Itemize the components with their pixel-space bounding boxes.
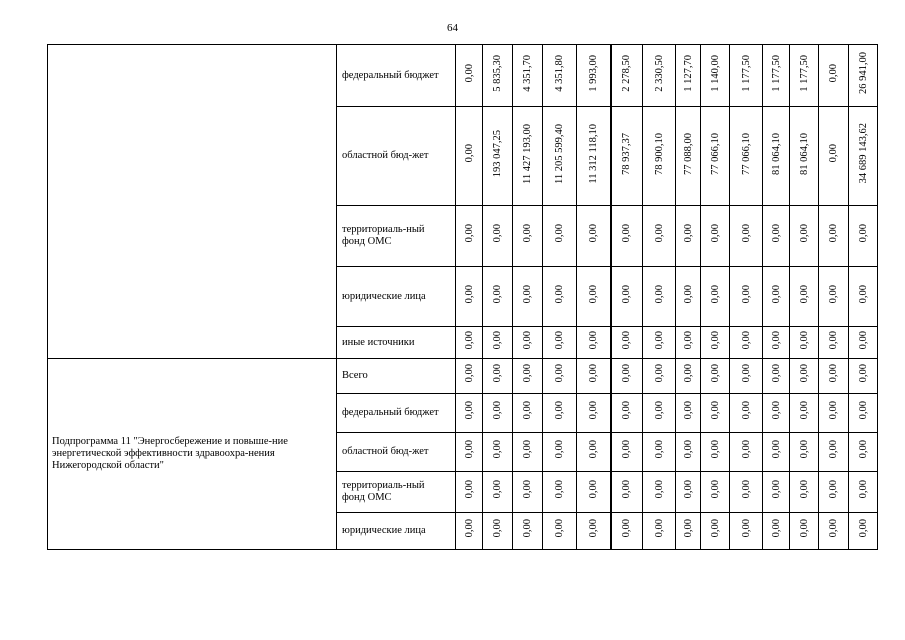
value-text: 0,00: [709, 364, 721, 383]
value-text: 0,00: [587, 440, 599, 459]
value-cell: [790, 394, 819, 433]
value-cell: [849, 433, 878, 472]
value-text: 0,00: [653, 480, 665, 499]
value-text: 0,00: [740, 284, 752, 304]
value-text: 0,00: [682, 519, 694, 538]
value-cell: [849, 107, 878, 206]
value-cell: [611, 394, 643, 433]
value-text: 0,00: [621, 440, 633, 459]
value-text: 1 140,00: [709, 54, 721, 92]
value-cell: [763, 327, 790, 359]
value-text: 0,00: [828, 330, 839, 350]
value-cell: [819, 359, 849, 394]
funding-source: юридические лица: [337, 267, 456, 327]
value-cell: [543, 472, 577, 513]
value-text: 11 205 599,40: [554, 123, 565, 184]
value-text: 0,00: [682, 364, 694, 383]
value-text: 0,00: [554, 401, 565, 420]
value-cell: [456, 267, 483, 327]
value-cell: [730, 45, 763, 107]
value-text: 0,00: [492, 519, 503, 538]
value-cell: [730, 206, 763, 267]
funding-source: областной бюд-жет: [337, 433, 456, 472]
value-text: 0,00: [621, 284, 633, 304]
value-cell: [577, 472, 611, 513]
value-cell: [456, 472, 483, 513]
funding-source: Всего: [337, 359, 456, 394]
value-text: 0,00: [522, 440, 533, 459]
value-cell: [819, 472, 849, 513]
funding-source: федеральный бюджет: [337, 394, 456, 433]
value-text: 0,00: [621, 480, 633, 499]
value-text: 0,00: [682, 440, 694, 459]
value-text: 0,00: [463, 63, 475, 83]
value-text: 0,00: [857, 480, 869, 499]
value-cell: [513, 45, 543, 107]
value-text: 0,00: [709, 284, 721, 304]
value-cell: [730, 394, 763, 433]
value-cell: [819, 206, 849, 267]
value-cell: [819, 394, 849, 433]
value-text: 1 177,50: [798, 54, 810, 92]
value-cell: [543, 513, 577, 550]
value-text: 0,00: [798, 440, 810, 459]
value-cell: [849, 45, 878, 107]
value-cell: [643, 45, 676, 107]
value-text: 0,00: [828, 224, 839, 243]
value-text: 0,00: [653, 330, 665, 350]
value-cell: [849, 394, 878, 433]
value-cell: [790, 327, 819, 359]
value-cell: [790, 472, 819, 513]
value-text: 78 937,37: [621, 132, 633, 175]
value-cell: [643, 107, 676, 206]
value-text: 0,00: [463, 480, 475, 499]
funding-source: областной бюд-жет: [337, 107, 456, 206]
table-row: [48, 359, 878, 394]
value-cell: [456, 513, 483, 550]
value-cell: [513, 394, 543, 433]
value-cell: [611, 472, 643, 513]
value-cell: [849, 206, 878, 267]
value-cell: [849, 359, 878, 394]
funding-source: территориаль-ный фонд ОМС: [337, 472, 456, 513]
value-text: 0,00: [770, 401, 782, 420]
value-cell: [513, 267, 543, 327]
value-text: 0,00: [621, 224, 633, 243]
value-cell: [676, 359, 701, 394]
value-cell: [701, 359, 730, 394]
value-text: 0,00: [554, 480, 565, 499]
value-text: 4 351,70: [522, 54, 533, 92]
funding-source: федеральный бюджет: [337, 45, 456, 107]
value-cell: [577, 267, 611, 327]
value-cell: [730, 433, 763, 472]
value-text: 0,00: [740, 364, 752, 383]
value-text: 0,00: [522, 401, 533, 420]
value-cell: [849, 513, 878, 550]
value-text: 1 177,50: [770, 54, 782, 92]
value-text: 0,00: [770, 364, 782, 383]
value-cell: [701, 327, 730, 359]
value-text: 0,00: [463, 144, 475, 163]
value-cell: [701, 206, 730, 267]
value-text: 81 064,10: [770, 132, 782, 175]
value-text: 0,00: [709, 480, 721, 499]
value-cell: [513, 472, 543, 513]
value-cell: [701, 513, 730, 550]
value-cell: [577, 45, 611, 107]
value-text: 0,00: [682, 284, 694, 304]
value-text: 0,00: [740, 401, 752, 420]
value-text: 0,00: [682, 401, 694, 420]
value-cell: [763, 513, 790, 550]
value-text: 0,00: [828, 440, 839, 459]
value-text: 4 351,80: [554, 54, 565, 92]
value-text: 0,00: [554, 364, 565, 383]
value-text: 26 941,00: [857, 52, 869, 94]
value-cell: [676, 513, 701, 550]
value-cell: [819, 433, 849, 472]
value-cell: [763, 472, 790, 513]
value-text: 0,00: [798, 401, 810, 420]
value-cell: [456, 45, 483, 107]
value-text: 0,00: [682, 330, 694, 350]
value-cell: [819, 45, 849, 107]
value-text: 0,00: [554, 284, 565, 304]
value-cell: [701, 107, 730, 206]
value-text: 0,00: [740, 330, 752, 350]
value-text: 1 993,00: [587, 54, 599, 92]
value-cell: [849, 327, 878, 359]
value-text: 0,00: [682, 480, 694, 499]
value-text: 0,00: [828, 144, 839, 163]
value-text: 0,00: [587, 224, 599, 243]
value-cell: [643, 267, 676, 327]
value-text: 0,00: [740, 440, 752, 459]
value-cell: [456, 206, 483, 267]
value-text: 0,00: [587, 284, 599, 304]
value-cell: [483, 359, 513, 394]
value-cell: [543, 327, 577, 359]
value-text: 2 278,50: [621, 54, 633, 92]
value-cell: [543, 359, 577, 394]
value-text: 0,00: [857, 401, 869, 420]
value-cell: [819, 267, 849, 327]
value-text: 0,00: [621, 401, 633, 420]
value-text: 0,00: [554, 330, 565, 350]
value-text: 0,00: [709, 224, 721, 243]
value-cell: [611, 206, 643, 267]
value-text: 0,00: [653, 284, 665, 304]
value-text: 0,00: [492, 330, 503, 350]
value-cell: [730, 327, 763, 359]
value-cell: [701, 267, 730, 327]
value-cell: [643, 472, 676, 513]
value-cell: [730, 472, 763, 513]
funding-source: иные источники: [337, 327, 456, 359]
value-text: 0,00: [740, 224, 752, 243]
value-text: 0,00: [857, 330, 869, 350]
value-text: 0,00: [857, 440, 869, 459]
value-cell: [543, 394, 577, 433]
value-text: 78 900,10: [653, 132, 665, 175]
value-text: 0,00: [709, 401, 721, 420]
value-cell: [676, 107, 701, 206]
value-text: 0,00: [522, 330, 533, 350]
value-text: 0,00: [770, 284, 782, 304]
value-cell: [483, 327, 513, 359]
value-cell: [701, 472, 730, 513]
value-text: 1 127,70: [682, 54, 694, 92]
value-cell: [611, 107, 643, 206]
value-cell: [676, 267, 701, 327]
value-cell: [643, 433, 676, 472]
value-text: 0,00: [828, 519, 839, 538]
value-text: 0,00: [857, 364, 869, 383]
value-text: 0,00: [522, 519, 533, 538]
value-cell: [643, 359, 676, 394]
value-cell: [611, 359, 643, 394]
value-cell: [611, 433, 643, 472]
table-body: [48, 45, 878, 550]
value-cell: [611, 513, 643, 550]
value-cell: [577, 513, 611, 550]
value-cell: [730, 359, 763, 394]
value-text: 0,00: [653, 440, 665, 459]
value-cell: [611, 267, 643, 327]
value-cell: [483, 107, 513, 206]
value-text: 193 047,25: [492, 129, 503, 178]
value-text: 0,00: [798, 330, 810, 350]
value-text: 0,00: [492, 440, 503, 459]
value-cell: [483, 394, 513, 433]
value-text: 0,00: [653, 401, 665, 420]
value-cell: [790, 433, 819, 472]
value-text: 0,00: [463, 364, 475, 383]
value-text: 0,00: [770, 519, 782, 538]
value-text: 0,00: [554, 224, 565, 243]
value-text: 0,00: [587, 401, 599, 420]
financing-table: [47, 44, 878, 550]
value-cell: [643, 394, 676, 433]
value-cell: [763, 206, 790, 267]
program-cell-empty: [48, 45, 337, 359]
value-cell: [543, 107, 577, 206]
value-text: 0,00: [857, 519, 869, 538]
value-text: 0,00: [653, 364, 665, 383]
value-cell: [513, 206, 543, 267]
value-text: 34 689 143,62: [857, 123, 869, 184]
funding-source: юридические лица: [337, 513, 456, 550]
value-text: 77 066,10: [740, 132, 752, 175]
value-text: 0,00: [522, 364, 533, 383]
value-text: 0,00: [709, 440, 721, 459]
value-cell: [513, 327, 543, 359]
value-cell: [513, 513, 543, 550]
value-text: 5 835,30: [492, 54, 503, 92]
value-cell: [483, 45, 513, 107]
value-text: 81 064,10: [798, 132, 810, 175]
value-text: 0,00: [522, 224, 533, 243]
value-text: 0,00: [857, 224, 869, 243]
value-cell: [676, 45, 701, 107]
value-cell: [790, 513, 819, 550]
value-cell: [643, 327, 676, 359]
value-text: 0,00: [740, 480, 752, 499]
value-text: 0,00: [463, 330, 475, 350]
value-text: 0,00: [828, 364, 839, 383]
value-cell: [763, 267, 790, 327]
value-cell: [456, 433, 483, 472]
value-text: 0,00: [463, 440, 475, 459]
value-cell: [819, 513, 849, 550]
value-text: 0,00: [770, 330, 782, 350]
value-text: 0,00: [621, 519, 633, 538]
value-cell: [577, 206, 611, 267]
value-text: 0,00: [828, 480, 839, 499]
value-text: 11 427 193,00: [522, 123, 533, 184]
value-text: 0,00: [653, 519, 665, 538]
value-cell: [456, 359, 483, 394]
value-cell: [456, 327, 483, 359]
value-cell: [577, 359, 611, 394]
value-text: 0,00: [463, 519, 475, 538]
value-text: 0,00: [857, 284, 869, 304]
value-text: 0,00: [492, 224, 503, 243]
value-text: 77 088,00: [682, 132, 694, 175]
value-text: 0,00: [554, 519, 565, 538]
value-cell: [543, 45, 577, 107]
value-cell: [763, 359, 790, 394]
value-text: 0,00: [770, 224, 782, 243]
value-cell: [577, 327, 611, 359]
value-cell: [483, 513, 513, 550]
value-cell: [483, 267, 513, 327]
value-text: 0,00: [828, 63, 839, 83]
value-cell: [676, 327, 701, 359]
value-cell: [730, 513, 763, 550]
value-cell: [763, 433, 790, 472]
value-cell: [577, 394, 611, 433]
value-cell: [763, 107, 790, 206]
value-text: 0,00: [522, 480, 533, 499]
value-cell: [701, 394, 730, 433]
value-text: 0,00: [828, 401, 839, 420]
value-cell: [763, 45, 790, 107]
value-text: 11 312 118,10: [587, 123, 599, 184]
value-cell: [790, 107, 819, 206]
value-text: 0,00: [798, 364, 810, 383]
value-cell: [577, 433, 611, 472]
value-text: 0,00: [770, 440, 782, 459]
value-cell: [676, 206, 701, 267]
value-cell: [701, 45, 730, 107]
value-text: 0,00: [587, 480, 599, 499]
value-text: 0,00: [492, 480, 503, 499]
value-cell: [790, 206, 819, 267]
value-cell: [543, 267, 577, 327]
program-name: Подпрограмма 11 "Энергосбережение и повыше-ние энергетической эффективности здравоохра-нения Нижегородской области": [48, 359, 337, 550]
value-text: 0,00: [798, 224, 810, 243]
value-text: 0,00: [492, 284, 503, 304]
value-text: 0,00: [621, 364, 633, 383]
value-text: 77 066,10: [709, 132, 721, 175]
value-text: 1 177,50: [740, 54, 752, 92]
value-text: 0,00: [798, 519, 810, 538]
value-cell: [543, 206, 577, 267]
value-cell: [611, 327, 643, 359]
value-text: 0,00: [587, 519, 599, 538]
value-text: 0,00: [492, 364, 503, 383]
value-text: 0,00: [587, 364, 599, 383]
value-text: 2 330,50: [653, 54, 665, 92]
value-text: 0,00: [770, 480, 782, 499]
value-text: 0,00: [828, 284, 839, 304]
value-cell: [819, 107, 849, 206]
value-cell: [643, 206, 676, 267]
value-cell: [701, 433, 730, 472]
value-text: 0,00: [709, 330, 721, 350]
value-cell: [730, 267, 763, 327]
value-cell: [730, 107, 763, 206]
value-text: 0,00: [653, 224, 665, 243]
funding-source: территориаль-ный фонд ОМС: [337, 206, 456, 267]
value-cell: [849, 472, 878, 513]
value-cell: [676, 472, 701, 513]
value-text: 0,00: [522, 284, 533, 304]
value-text: 0,00: [709, 519, 721, 538]
value-cell: [676, 394, 701, 433]
value-cell: [819, 327, 849, 359]
value-cell: [513, 107, 543, 206]
page-number: 64: [447, 22, 458, 34]
value-cell: [643, 513, 676, 550]
value-cell: [483, 206, 513, 267]
value-cell: [456, 394, 483, 433]
value-cell: [849, 267, 878, 327]
value-text: 0,00: [798, 284, 810, 304]
value-cell: [483, 472, 513, 513]
value-text: 0,00: [492, 401, 503, 420]
value-text: 0,00: [463, 284, 475, 304]
value-cell: [456, 107, 483, 206]
value-cell: [790, 359, 819, 394]
value-cell: [513, 359, 543, 394]
value-cell: [763, 394, 790, 433]
value-cell: [513, 433, 543, 472]
value-text: 0,00: [798, 480, 810, 499]
value-text: 0,00: [682, 224, 694, 243]
value-cell: [483, 433, 513, 472]
value-text: 0,00: [463, 224, 475, 243]
value-text: 0,00: [621, 330, 633, 350]
value-text: 0,00: [587, 330, 599, 350]
value-cell: [790, 267, 819, 327]
value-text: 0,00: [554, 440, 565, 459]
value-text: 0,00: [463, 401, 475, 420]
table-row: [48, 45, 878, 107]
value-cell: [611, 45, 643, 107]
value-cell: [676, 433, 701, 472]
value-cell: [577, 107, 611, 206]
value-cell: [790, 45, 819, 107]
value-cell: [543, 433, 577, 472]
value-text: 0,00: [740, 519, 752, 538]
